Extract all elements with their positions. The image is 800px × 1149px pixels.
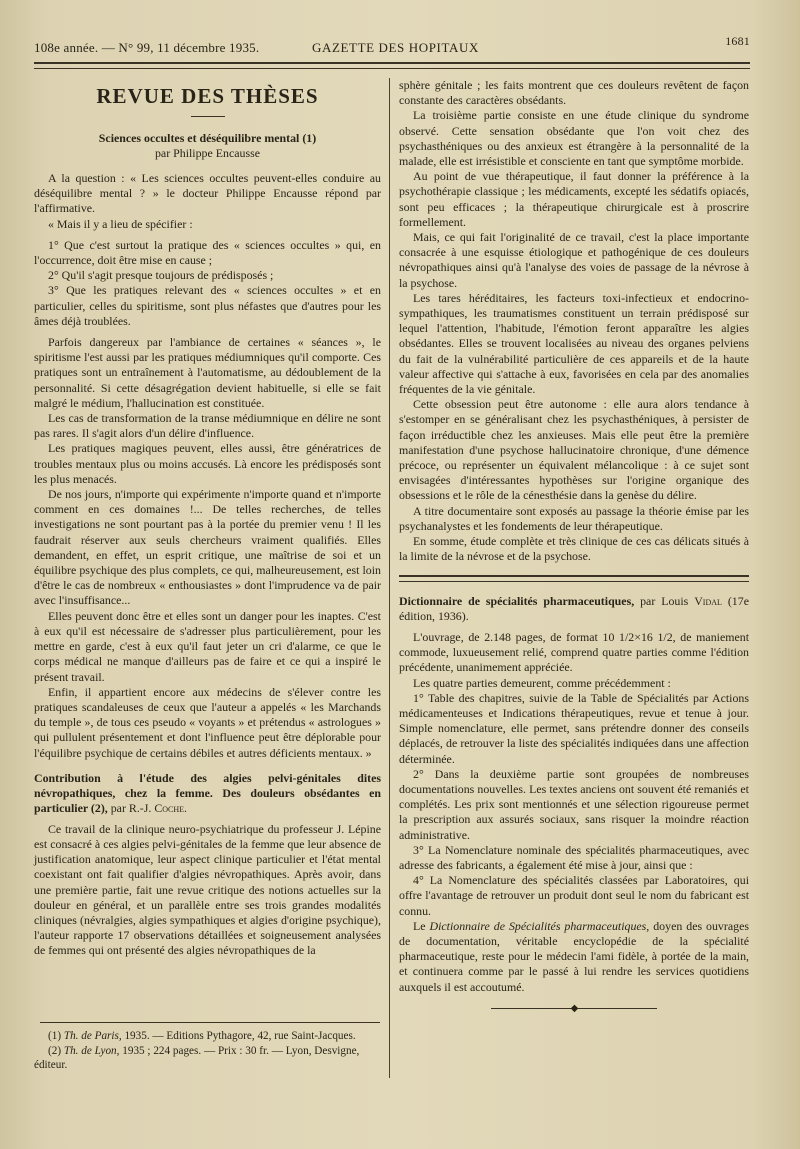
article-separator — [399, 575, 749, 582]
article1-paragraph: Elles peuvent donc être et elles sont un danger pour les inaptes. C'est à eux qu'il est nécessaire de s'adresser plus particulièrement, pour les mettre en garde, c'est à eux qu'il faut jeter un cri d'alarme, ce que le corps médical ne manque d'ailleurs pas de faire et ce qui a inspiré le présent travail. — [34, 608, 381, 684]
article2-paragraph: En somme, étude complète et très clinique de ces cas délicats situés à la limite de la névrose et de la psychose. — [399, 534, 749, 564]
article2-paragraph: Au point de vue thérapeutique, il faut donner la préférence à la psychothérapie classique ; les médicaments, excepté les sédatifs opiacés, sont peu efficaces ; la thérapeutique chirurgicale est à proscrire formellement. — [399, 169, 749, 229]
header-rule — [34, 62, 750, 69]
article3-paragraph: 4° La Nomenclature des spécialités classées par Laboratoires, qui offre l'avantage de retrouver un produit dont seul le nom du fabricant est connu. — [399, 873, 749, 918]
journal-name: GAZETTE DES HOPITAUX — [312, 40, 479, 55]
issue-info: 108e année. — N° 99, 11 décembre 1935. — [34, 40, 260, 55]
article3-paragraph: 1° Table des chapitres, suivie de la Table de Spécialités par Actions médicamenteuses et Indications thérapeutiques, revue et tenue à jour. Simple nomenclature, elle permet, sans prétendre donner des conseils déplacés, de retrouver la liste des spécialités indiquées dans une affection déterminée. — [399, 690, 749, 766]
article3-paragraph: Les quatre parties demeurent, comme précédemment : — [413, 675, 671, 690]
article1-paragraph: 1° Que c'est surtout la pratique des « sciences occultes » qui, en l'occurrence, doit être mise en cause ; — [34, 237, 381, 268]
article3-paragraph: L'ouvrage, de 2.148 pages, de format 10 1/2×16 1/2, de maniement commode, luxueusement relié, comprend quatre parties comme l'édition précédente, unanimement appréciée. — [399, 629, 749, 675]
article2-title: Contribution à l'étude des algies pelvi-génitales dites névropathiques, chez la femme. Des douleurs obsédantes en particulier (2), par R.-J. Coche. — [34, 770, 381, 815]
article2-paragraph: Cette obsession peut être autonome : elle aura alors tendance à s'estomper en se généralisant chez les psychasthéniques, à persister de façon irréductible chez les anxieuses. Mais elle peut être la première manifestation d'une psychose hallucinatoire chronique, d'une démence précoce, ou représenter un équivalent mélancolique : à ce sujet sont envisagées d'intéressantes hypothèses sur l'origine organique des obsessions et le rôle de la cénesthésie dans la genèse du délire. — [399, 397, 749, 503]
page-number: 1681 — [725, 34, 750, 48]
left-column — [34, 78, 381, 959]
footnotes — [34, 1022, 381, 1073]
article1-author: par Philippe Encausse — [154, 146, 260, 160]
footnote-2: (2) Th. de Lyon, 1935 ; 224 pages. — Prix : 30 fr. — Lyon, Desvigne, éditeur. — [34, 1044, 360, 1071]
title-rule — [191, 116, 225, 117]
footnote-1: (1) Th. de Paris, 1935. — Editions Pythagore, 42, rue Saint-Jacques. — [48, 1030, 356, 1042]
article1-paragraph: Les cas de transformation de la transe médiumnique en délire ne sont pas rares. Il s'agit alors d'un délire d'influence. — [34, 411, 381, 441]
article2-continuation: sphère génitale ; les faits montrent que ces douleurs revêtent de façon constante des caractères obsédants. — [399, 78, 749, 108]
end-ornament: ◆ — [399, 1001, 749, 1016]
section-title: REVUE DES THÈSES — [96, 84, 319, 108]
page-header — [34, 34, 750, 60]
article2-paragraph: Mais, ce qui fait l'originalité de ce travail, c'est la place importante consacrée à une esquisse étiologique et pathogénique de ces douleurs névropathiques ainsi qu'à l'analyse des voies de passage de la névrose à la psychose. — [399, 230, 749, 290]
article1-paragraph: 3° Que les pratiques relevant des « sciences occultes » et en particulier, celles du spiritisme, sont plus néfastes que d'autres pour les âmes déjà troublées. — [34, 283, 381, 328]
article1-paragraph: Parfois dangereux par l'ambiance de certaines « séances », le spiritisme l'est aussi par les pratiques médiumniques qu'il comporte. Ces pratiques sont un entraînement à l'automatisme, au dédoublement de la personnalité. Si cette désagrégation devient habituelle, si elle se fait malgré le médium, l'hallucination est constituée. — [34, 335, 381, 410]
article1-paragraph: De nos jours, n'importe qui expérimente n'importe quand et n'importe comment en ces domaines !... De telles recherches, de telles investigations ne sont pourtant pas à la portée du premier venu ! Il les faudrait réserver aux seuls chercheurs vraiment qualifiés. Elles demandent, en effet, un esprit critique, une maîtrise de soi et un équilibre psychique des plus complets, ce qui, malheureusement, est loin d'être le cas de nombreux « enthousiastes » dont l'imprudence va de pair avec l'insuffisance... — [34, 487, 381, 608]
article1-paragraph: A la question : « Les sciences occultes peuvent-elles conduire au déséquilibre mental ? » le docteur Philippe Encausse répond par l'affirmative. — [34, 171, 381, 216]
article2-paragraph: A titre documentaire sont exposés au passage la théorie émise par les psychanalystes et les fondements de leur thérapeutique. — [399, 503, 749, 533]
right-column — [399, 78, 749, 1016]
column-divider — [389, 78, 390, 1078]
article1-paragraph: « Mais il y a lieu de spécifier : — [48, 216, 193, 231]
article2-paragraph: Les tares héréditaires, les facteurs toxi-infectieux et endocrino-sympathiques, les traumatismes constituent un terrain prédisposé sur lequel l'attention, l'habitude, l'émotion feront apparaître les algies obsédantes. Elles se trouvent localisées au niveau des organes pelviens du fait de la vulnérabilité particulière de ces appareils et de la haute valeur affective qui s'attache à eux, favorisées en cela par des anomalies fréquentes de la vie génitale. — [399, 290, 749, 397]
footnote-rule — [40, 1022, 380, 1023]
article2-paragraph: Ce travail de la clinique neuro-psychiatrique du professeur J. Lépine est consacré à ces algies pelvi-génitales de la femme que leur absence de justification anatomique, leur aspect clinique particulier et l'état mental coexistant ont fait qualifier d'algies névropathiques. Après avoir, dans une première partie, fait une revue critique des notions actuelles sur la douleur en général, et un parallèle entre ses trois grandes modalités cliniques (névralgies, algies sympathiques et algies d'origine psychique), l'auteur rapporte 17 observations détaillées et soigneusement analysées de femmes qui ont présenté des algies névropathiques de la — [34, 821, 381, 958]
article3-title: Dictionnaire de spécialités pharmaceutiques, par Louis Vidal (17e édition, 1936). — [399, 593, 749, 623]
article3-paragraph: 2° Dans la deuxième partie sont groupées de nombreuses documentations nouvelles. Les textes anciens ont souvent été remaniés et complétés. Les prix sont mentionnés et une sélection rigoureuse permet la prescription aux assurés sociaux, sans risquer la moindre réaction administrative. — [399, 766, 749, 842]
article1-title: Sciences occultes et déséquilibre mental (1) — [98, 131, 317, 145]
article1-paragraph: Enfin, il appartient encore aux médecins de s'élever contre les pratiques scandaleuses de ceux que l'auteur a appelés « les Marchands du temple », de tous ces pseudo « voyants » et prétendus « astrologues » qui pullulent présentement et dont l'influence peut être déplorable pour l'équilibre psychique de certains débiles et autres déficients mentaux. » — [34, 684, 381, 760]
article3-paragraph: Le Dictionnaire de Spécialités pharmaceutiques, doyen des ouvrages de documentation, véritable encyclopédie de la spécialité pharmaceutique, reste pour le médecin l'ami fidèle, à portée de la main, et continuera comme par le passé à lui rendre les services quotidiens auxquels il est accoutumé. — [399, 918, 749, 994]
article3-paragraph: 3° La Nomenclature nominale des spécialités pharmaceutiques, avec adresse des fabricants, a également été mise à jour, ainsi que : — [399, 842, 749, 872]
article1-paragraph: 2° Qu'il s'agit presque toujours de prédisposés ; — [48, 268, 274, 283]
article2-paragraph: La troisième partie consiste en une étude clinique du syndrome observé. Cette sensation obsédante que l'on voit chez des psychasthéniques ou des anxieux est étrangère à la personnalité de la malade, elle est irrésistible et consciente en tant que symptôme morbide. — [399, 108, 749, 169]
article1-paragraph: Les pratiques magiques peuvent, elles aussi, être génératrices de troubles mentaux plus ou moins accusés. Là encore les prédisposés sont les plus menacés. — [34, 441, 381, 486]
